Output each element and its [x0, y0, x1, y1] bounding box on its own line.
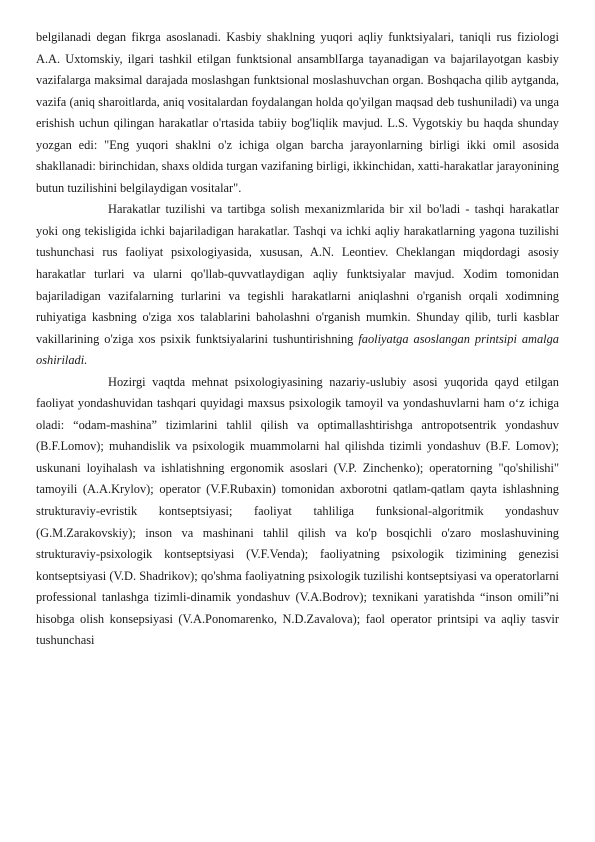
paragraph-3: Hozirgi vaqtda mehnat psixologiyasining nazariy-uslubiy asosi yuqorida qayd etilgan faoliyat yondashuvidan tashqari quyidagi maxsus psixologik tamoyil va yondashuvlarni ham o‘z ichiga oladi: “odam-mashina” tizimlarini tahlil qilish va optimallashtirishga antropotsentrik yondashuv (B.F.Lomov); muhandislik va psixologik muammolarni hal qilishda tizimli yondashuv (B.F. Lomov); uskunani loyihalash va ishlatishning ergonomik asoslari (V.P. Zinchenko); operatorning "qo'shilishi" tamoyili (A.A.Krylov); operator (V.F.Rubaxin) tomonidan axborotni qatlam-qatlam qayta ishlashning strukturaviy-evristik kontseptsiyasi; faoliyat tahliliga funksional-algoritmik yondashuv (G.M.Zarakovskiy); inson va mashinani tahlil qilish va ko'p bosqichli o'zaro moslashuvining strukturaviy-psixologik kontseptsiyasi (V.F.Venda); faoliyatning psixologik tizimining genezisi kontseptsiyasi (V.D. Shadrikov); qo'shma faoliyatning psixologik tuzilishi kontseptsiyasi va operatorlarni professional tanlashga tizimli-dinamik yondashuv (V.A.Bodrov); texnikani yaratishda “inson omili”ni hisobga olish konsepsiyasi (V.A.Ponomarenko, N.D.Zavalova); faol operator printsipi va aqliy tasvir tushunchasi: [36, 374, 559, 648]
paragraph-1: belgilanadi degan fikrga asoslanadi. Kasbiy shaklning yuqori aqliy funktsiyalari, taniqli rus fiziologi A.A. Uxtomskiy, ilgari tashkil etilgan funktsional ansamblIarga tayanadigan va bajarilayotgan kasbiy vazifalarga maksimal darajada moslashgan funktsional moslashuvchan organ. Boshqacha qilib aytganda, vazifa (aniq sharoitlarda, aniq vositalardan foydalangan holda qo'yilgan maqsad deb tushuniladi) va unga erishish uchun qilingan harakatlar o'rtasida tabiiy bog'liqlik mavjud. L.S. Vygotskiy bu haqda shunday yozgan edi: "Eng yuqori shaklni o'z ichiga olgan barcha jarayonlarning birligi ikki omil asosida shakllanadi: birinchidan, shaxs oldida turgan vazifaning birligi, ikkinchidan, xatti-harakatlar jarayonining butun tuzilishini belgilaydigan vositalar".: [36, 30, 559, 195]
paragraph-2: [36, 199, 559, 371]
document-page: [36, 27, 559, 652]
paragraph-2-text: Harakatlar tuzilishi va tartibga solish mexanizmlarida bir xil bo'ladi - tashqi harakatlar yoki ong tekisligida ichki bajariladigan harakatlar. Tashqi va ichki aqliy harakatlarning yagona tuzilishi tushunchasi rus faoliyat psixologiyasida, xususan, A.N. Leontiev. Cheklangan miqdordagi asosiy harakatlar turlari va ularni qo'llab-quvvatlaydigan aqliy funktsiyalar mavjud. Xodim tomonidan bajariladigan vazifalarning turlarini va tegishli harakatlarni aniqlashni o'rganish orqali xodimning ruhiyatiga kasbning o'ziga xos talablarini baholashni o'rganish mumkin. Shunday qilib, turli kasblar vakillarining o'ziga xos psixik funktsiyalarini tushuntirishning: [36, 202, 559, 346]
paragraph-2-italic-text: faoliyatga asoslangan printsipi amalga oshiriladi.: [36, 331, 559, 368]
